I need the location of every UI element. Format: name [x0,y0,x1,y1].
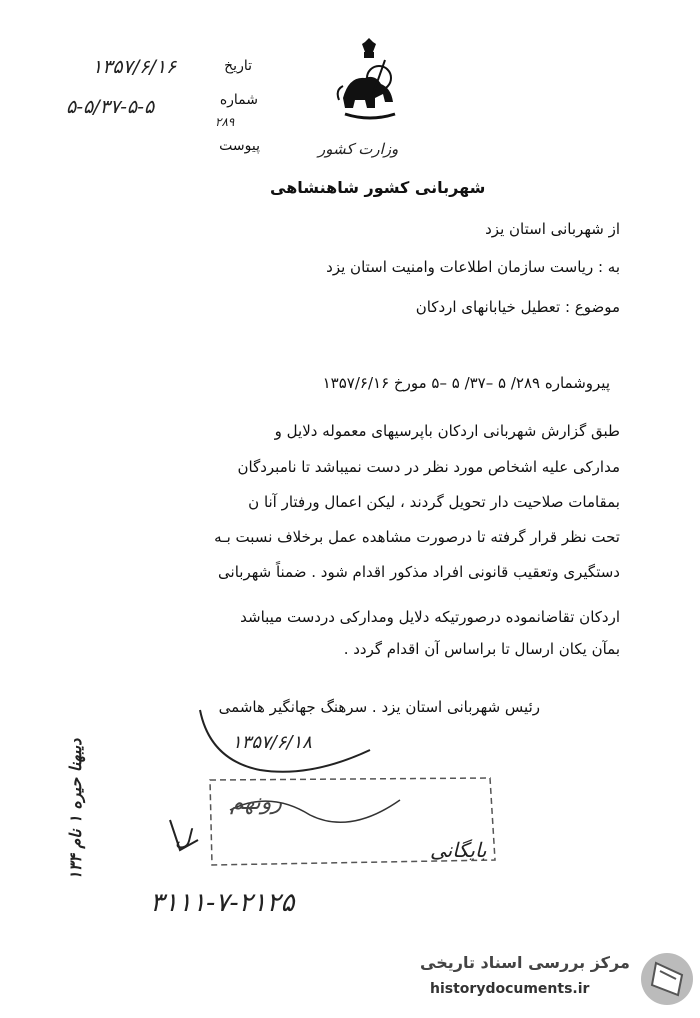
ministry-name: وزارت کشور [318,140,399,158]
watermark [420,945,700,1015]
org-title: شهربانی کشور شاهنشاهی [270,178,486,197]
subject-line: موضوع : تعطیل خیابانهای اردکان [415,298,620,316]
body-line: دستگیری وتعقیب قانونی افراد مذکور اقدام شود . ضمناً شهربانی [218,563,620,581]
vertical-margin-note: ۱۳۴ دیبهنا حیره ۱ نام [66,738,85,880]
stamp-scribble: رونهم [230,790,283,815]
bottom-number: ۳۱۱۱-۷-۲۱۲۵ [150,888,295,918]
handwritten-date: ۱۳۵۷/۶/۱۸ [232,732,312,753]
reference-line: پیروشماره ۲۸۹/ ۵ –۳۷/ ۵ –۵ مورخ ۱۳۵۷/۶/۱۶ [322,374,610,392]
date-label: تاریخ [224,58,252,74]
number-value: ۵-۵/۳۷-۵-۵ [66,96,155,118]
signature-line: رئیس شهربانی استان یزد . سرهنگ جهانگیر هاشمی [218,698,540,716]
from-line: از شهربانی استان یزد [485,220,620,238]
body-line: بمآن یکان ارسال تا براساس آن اقدام گردد . [343,640,620,658]
number-label: شماره [219,92,258,108]
attachment-label: پیوست [219,138,260,154]
body-line: بمقامات صلاحیت دار تحویل گردند ، لیکن اعمال ورفتار آنا ن [248,493,620,511]
archive-note: بایگانی [430,838,487,862]
number-sub: ۲۸۹ [215,115,235,129]
to-line: به : ریاست سازمان اطلاعات وامنیت استان یزد [326,258,620,276]
lion-and-sun-emblem [335,38,405,128]
watermark-url: historydocuments.ir [430,981,590,997]
body-line: اردکان تقاضانموده درصورتیکه دلایل ومدارکی دردست میباشد [240,608,620,626]
body-line: طبق گزارش شهربانی اردکان باپرسیهای معموله دلایل و [274,422,620,440]
margin-note: ل [175,826,191,851]
archive-logo-icon [638,949,696,1009]
date-value: ۱۳۵۷/۶/۱۶ [92,56,177,78]
body-line: تحت نظر قرار گرفته تا درصورت مشاهده عمل برخلاف نسبت بـه [214,528,620,546]
watermark-title: مرکز بررسی اسناد تاریخی [420,953,630,972]
body-line: مدارکی علیه اشخاص مورد نظر در دست نمیباشد تا نامبردگان [237,458,620,476]
